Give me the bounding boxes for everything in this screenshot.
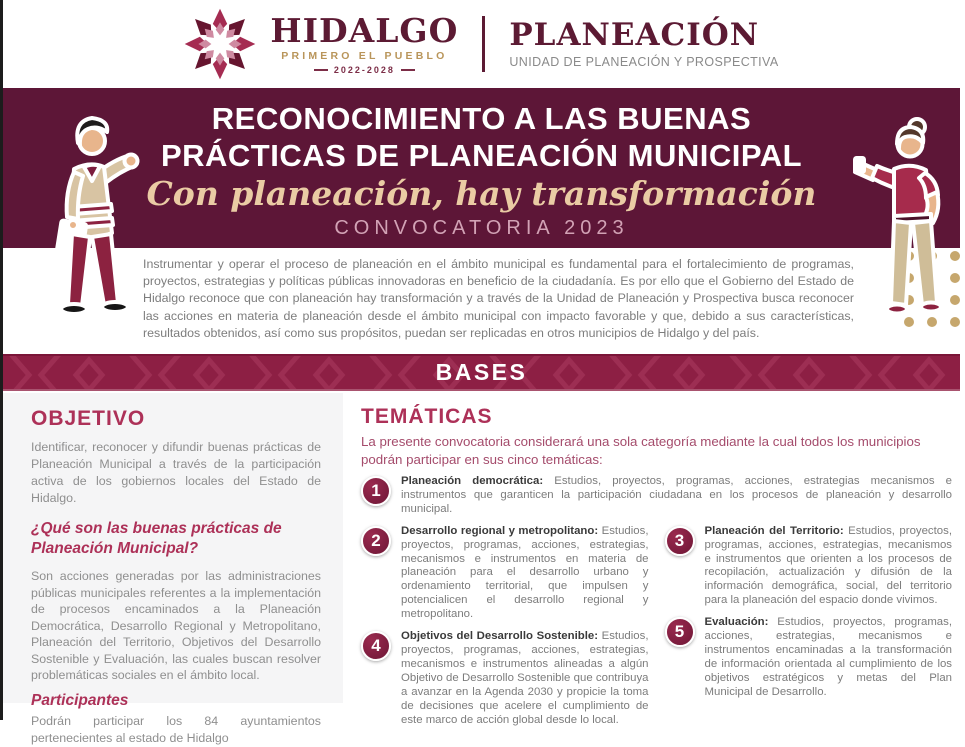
objetivo-column: [3, 393, 343, 745]
brand-divider: [482, 16, 485, 72]
title-banner: [3, 88, 960, 248]
tematicas-grid-left: [361, 525, 649, 736]
tematica-body-2: Estudios, proyectos, programas, acciones, estrategias, mecanismos e instrumentos en materia de planeación para el desarrollo urbano y ordenamiento territorial, que impulsen y potencialicen el desarrollo regional y metropolitano.: [401, 524, 649, 621]
tematica-item-1: [361, 475, 952, 517]
intro-section: [3, 252, 960, 342]
poster-title-line2: PRÁCTICAS DE PLANEACIÓN MUNICIPAL: [160, 137, 803, 173]
poster-slogan: Con planeación, hay transformación: [146, 174, 817, 214]
objetivo-text: Identificar, reconocer y difundir buenas prácticas de Planeación Municipal a través de la participación activa de los gobiernos locales del Estado de Hidalgo.: [31, 440, 321, 505]
brand-text: [270, 10, 459, 75]
brand-lockup: [184, 8, 778, 80]
man-illustration: [33, 112, 145, 317]
tematica-body-4: Estudios, proyectos, programas, acciones, estrategias, mecanismos e instrumentos alineadas a algún Objetivo de Desarrollo Sostenible que contribuya a avanzar en la Agenda 2030 y propicie la toma de decisiones que acelere el cumplimiento de este marco de acción global desde lo local.: [401, 630, 649, 726]
question-text: Son acciones generadas por las administraciones públicas municipales referentes a la implementación de procesos encaminados a la Planeación Democrática, Desarrollo Regional y Metropolitano, Planeación del Territorio, Objetivos del Desarrollo Sostenible y Evaluación, las cuales buscan resolver problemáticas sociales en el ámbito local.: [31, 569, 321, 683]
number-badge-1: 1: [361, 476, 391, 506]
tematicas-grid: [361, 525, 952, 736]
tematica-lead-3: Planeación del Territorio:: [704, 524, 844, 537]
tematica-text-3: [705, 525, 953, 608]
tematicas-intro: La presente convocatoria considerará una sola categoría mediante la cual todos los municipios podrán participar en sus cinco temáticas:: [361, 434, 921, 467]
org-text: [509, 19, 778, 69]
poster-title: [3, 101, 960, 174]
tematica-item-3: [665, 525, 953, 608]
participantes-title: Participantes: [31, 691, 129, 709]
tematica-lead-4: Objetivos del Desarrollo Sostenible:: [401, 630, 598, 643]
tematica-lead-5: Evaluación:: [704, 616, 769, 629]
brand-period: [270, 65, 458, 75]
brand-tagline: PRIMERO EL PUEBLO: [281, 49, 448, 62]
tematica-text-5: [705, 616, 953, 699]
tematica-item-4: [361, 630, 649, 727]
tematica-body-1: Estudios, proyectos, programas, acciones, estrategias mecanismos e instrumentos que garanticen la participación ciudadana en los procesos de planeación y desarrollo municipal.: [401, 475, 952, 515]
tematica-lead-1: Planeación democrática:: [401, 475, 544, 487]
content-area: [3, 393, 960, 745]
bases-section-bar: [3, 354, 960, 391]
intro-paragraph: Instrumentar y operar el proceso de planeación en el ámbito municipal es fundamental para el fortalecimiento de programas, proyectos, estrategias y políticas públicas innovadoras en beneficio de la ciudadanía. Es por ello que el Gobierno del Estado de Hidalgo reconoce que con planeación hay transformación y a través de la Unidad de Planeación y Prospectiva busca reconocer las acciones en materia de planeación desde el ámbito municipal con impacto favorable y que, debido a sus características, resultados obtenidos, así como sus propósitos, puedan ser replicadas en otros municipios de Hidalgo y del país.: [143, 257, 854, 340]
tematica-text-1: [401, 475, 952, 517]
number-badge-2: 2: [361, 526, 391, 556]
tematica-lead-2: Desarrollo regional y metropolitano:: [401, 524, 599, 537]
brand-name: HIDALGO: [270, 10, 459, 50]
tematica-text-4: [401, 630, 649, 727]
number-badge-4: 4: [361, 631, 391, 661]
dash-decoration: [314, 69, 328, 71]
tematica-text-2: [401, 525, 649, 622]
dash-decoration: [401, 69, 415, 71]
org-name: PLANEACIÓN: [509, 17, 760, 54]
tematica-item-2: [361, 525, 649, 622]
number-badge-5: 5: [665, 617, 695, 647]
tematicas-column: [343, 393, 960, 726]
tematica-body-3: Estudios, proyectos, programas, acciones, estrategias, mecanismos e instrumentos que orienten a los procesos de recopilación, actualización y difusión de la información demográfica, social, del territorio para la planeación del espacio donde vivimos.: [704, 524, 952, 607]
hidalgo-star-icon: [184, 8, 256, 80]
number-badge-3: 3: [665, 526, 695, 556]
brand-header: [3, 0, 960, 88]
tematica-body-5: Estudios, proyectos, programas, acciones, estrategias, mecanismos e instrumentos encaminadas a la transformación de información orientada al cumplimiento de los objetivos estratégicos y metas del Plan Municipal de Desarrollo.: [704, 616, 953, 698]
participantes-text: Podrán participar los 84 ayuntamientos pertenecientes al estado de Hidalgo: [31, 713, 321, 745]
woman-illustration: [853, 118, 958, 323]
brand-period-text: 2022-2028: [333, 64, 395, 75]
tematica-item-5: [665, 616, 953, 699]
question-title: ¿Qué son las buenas prácticas de Planeación Municipal?: [31, 520, 282, 557]
bases-label: BASES: [435, 359, 528, 385]
tematicas-title: TEMÁTICAS: [361, 405, 493, 428]
objetivo-title: OBJETIVO: [31, 407, 146, 430]
tematicas-grid-right: [665, 525, 953, 736]
poster-edition: CONVOCATORIA 2023: [334, 217, 629, 240]
org-subtitle: UNIDAD DE PLANEACIÓN Y PROSPECTIVA: [509, 54, 779, 69]
poster-title-line1: RECONOCIMIENTO A LAS BUENAS: [211, 101, 752, 136]
